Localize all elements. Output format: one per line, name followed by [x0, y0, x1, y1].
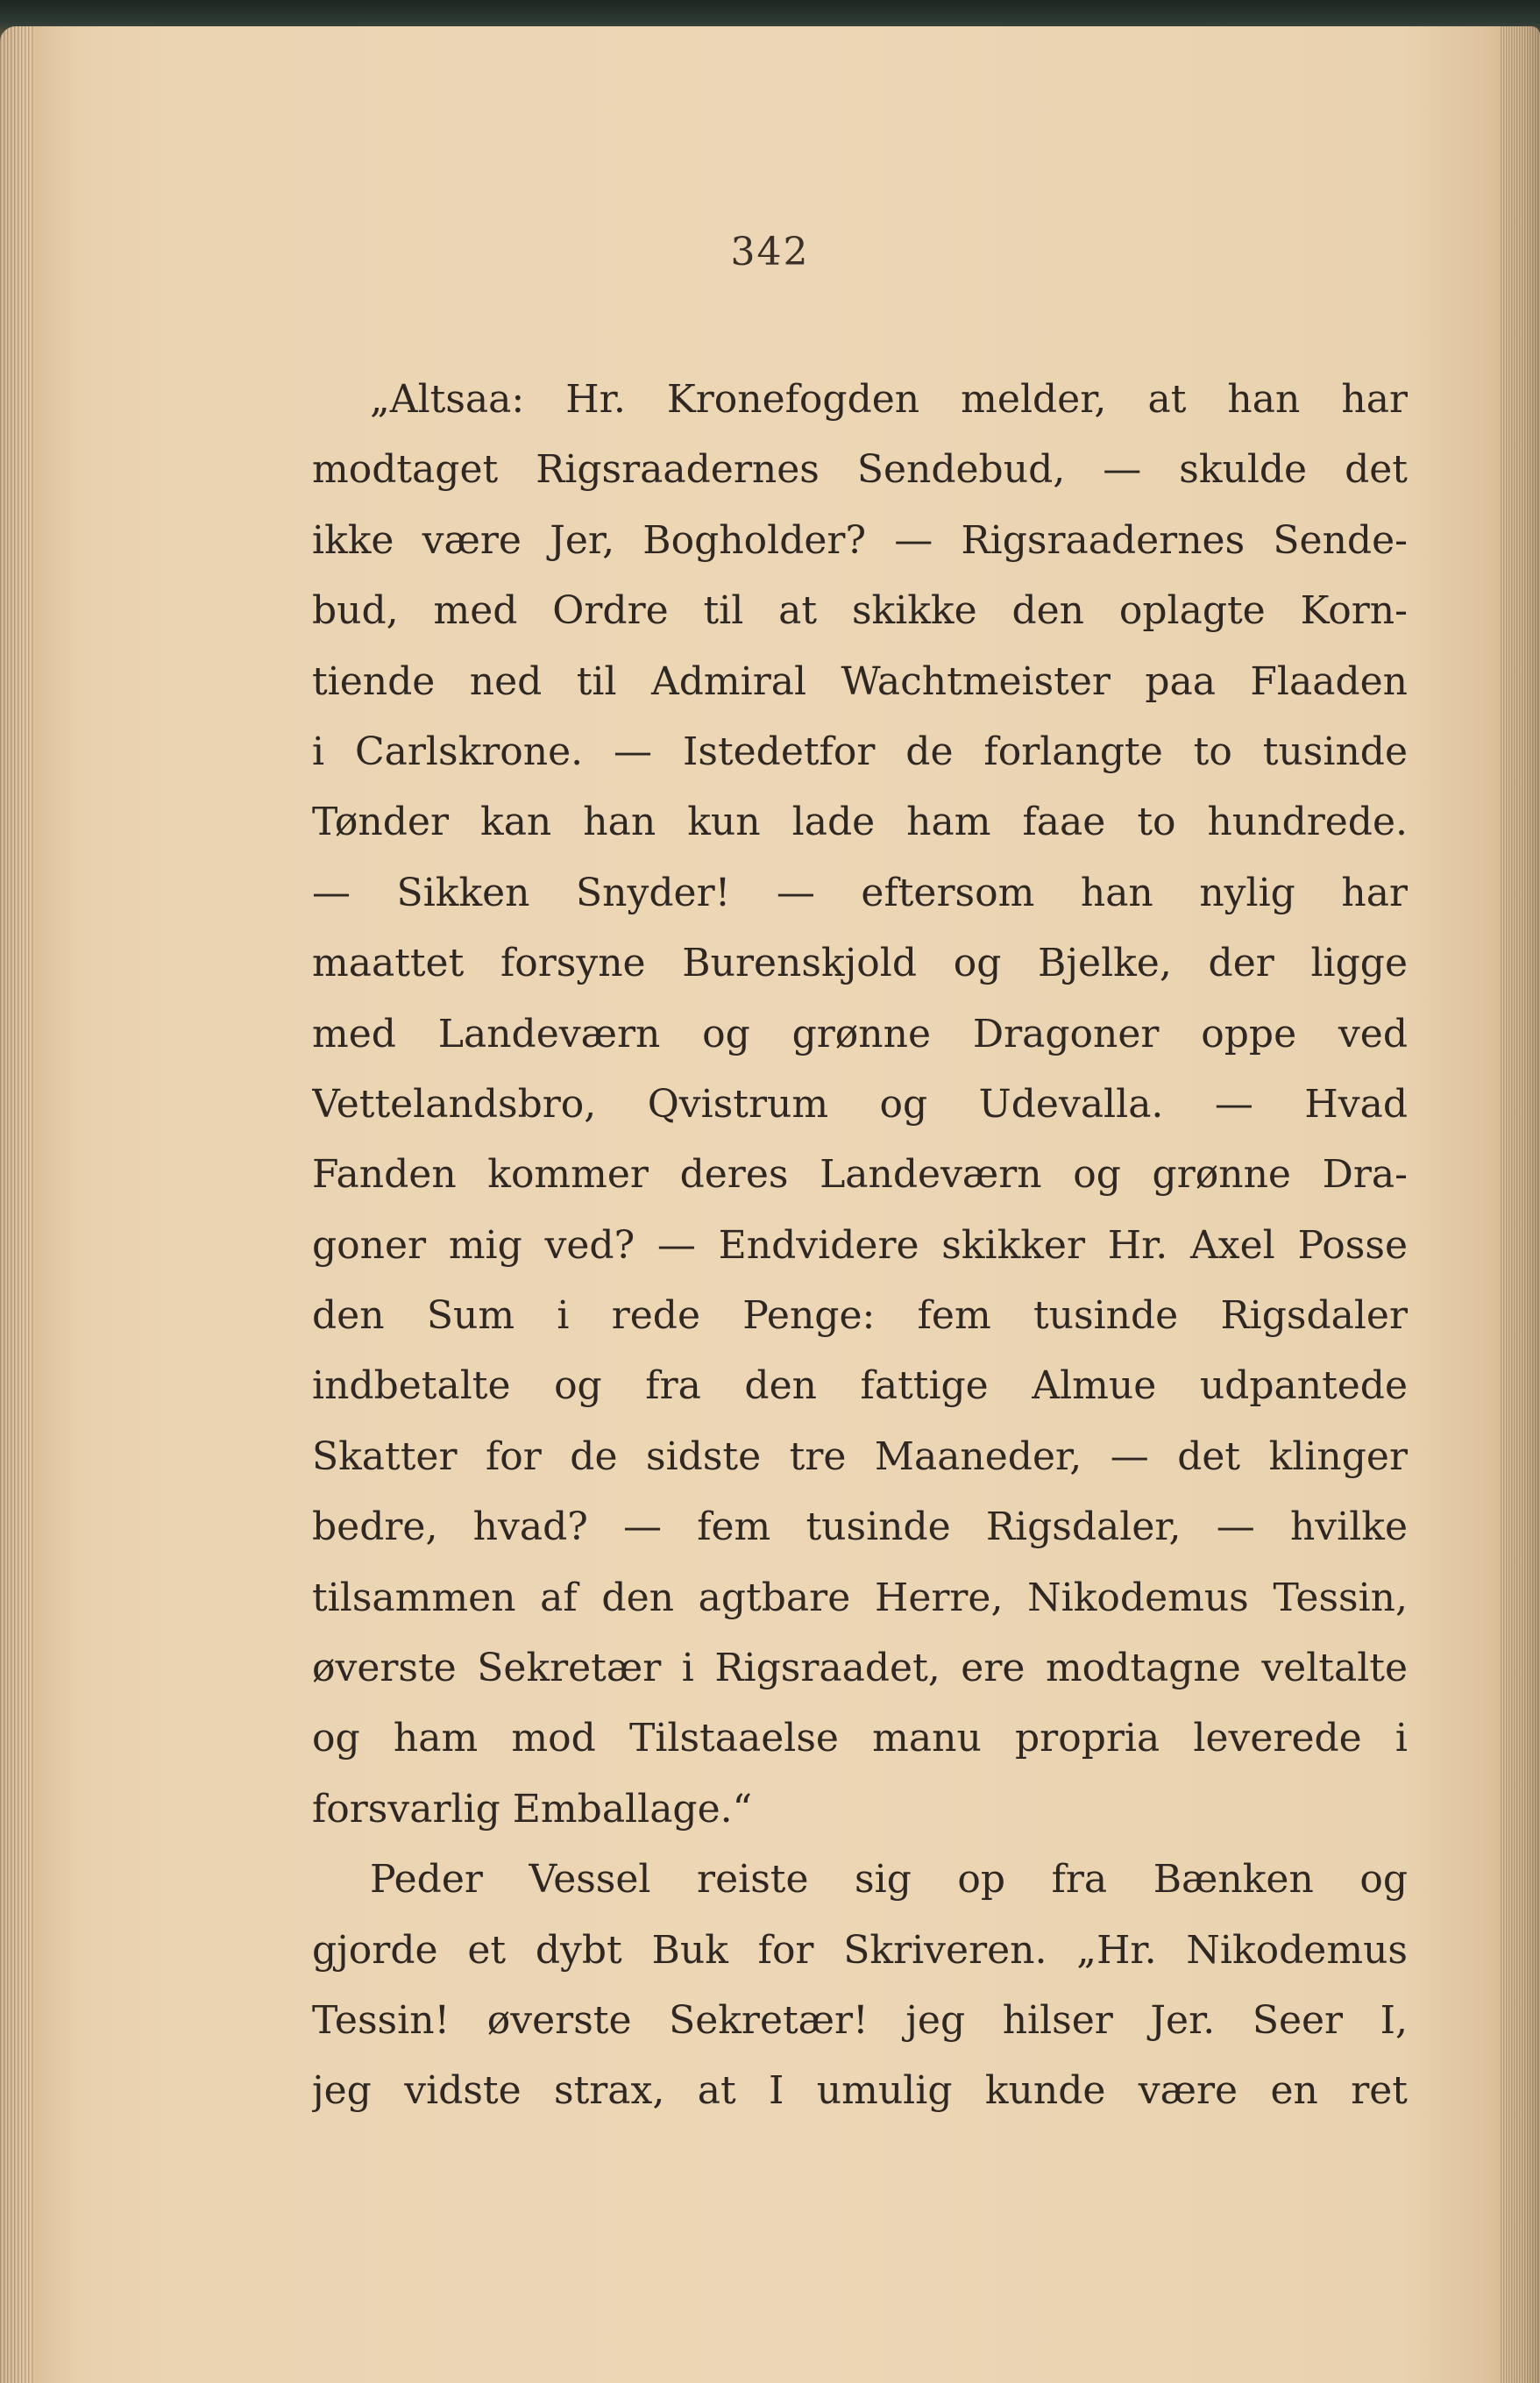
- text-line: Vettelandsbro, Qvistrum og Udevalla. — Hvad: [312, 1081, 1408, 1127]
- text-line: og ham mod Tilstaaelse manu propria leverede i: [312, 1716, 1408, 1761]
- text-line: ikke være Jer, Bogholder? — Rigsraadernes Sende-: [312, 517, 1408, 563]
- text-line: bedre, hvad? — fem tusinde Rigsdaler, — hvilke: [312, 1504, 1408, 1550]
- text-line: Fanden kommer deres Landeværn og grønne Dra-: [312, 1152, 1408, 1198]
- page-number: 342: [730, 230, 810, 274]
- text-line: Skatter for de sidste tre Maaneder, — det klinger: [312, 1433, 1408, 1479]
- text-line: øverste Sekretær i Rigsraadet, ere modtagne veltalte: [312, 1646, 1408, 1691]
- text-line: Tønder kan han kun lade ham faae to hundrede.: [312, 800, 1408, 845]
- text-line: tilsammen af den agtbare Herre, Nikodemus Tessin,: [312, 1575, 1408, 1620]
- page-stack-right-edge: [1501, 26, 1540, 2383]
- text-line: med Landeværn og grønne Dragoner oppe ved: [312, 1011, 1408, 1056]
- text-line: i Carlskrone. — Istedetfor de forlangte to tusinde: [312, 729, 1408, 774]
- text-line: tiende ned til Admiral Wachtmeister paa Flaaden: [312, 658, 1408, 704]
- text-line: Tessin! øverste Sekretær! jeg hilser Jer. Seer I,: [312, 1997, 1408, 2043]
- book-page: [0, 26, 1540, 2383]
- text-line: „Altsaa: Hr. Kronefogden melder, at han har: [370, 377, 1408, 422]
- text-line: den Sum i rede Penge: fem tusinde Rigsdaler: [312, 1293, 1408, 1339]
- body-text: [312, 365, 1408, 2127]
- text-line: — Sikken Snyder! — eftersom han nylig har: [312, 870, 1408, 915]
- text-line: Peder Vessel reiste sig op fra Bænken og: [370, 1857, 1408, 1903]
- text-line: bud, med Ordre til at skikke den oplagte Korn-: [312, 588, 1408, 634]
- text-line: goner mig ved? — Endvidere skikker Hr. Axel Posse: [312, 1222, 1408, 1268]
- text-line: gjorde et dybt Buk for Skriveren. „Hr. Nikodemus: [312, 1927, 1408, 1973]
- text-line: maattet forsyne Burenskjold og Bjelke, der ligge: [312, 941, 1408, 986]
- text-line: forsvarlig Emballage.“: [312, 1786, 753, 1832]
- text-line: indbetalte og fra den fattige Almue udpantede: [312, 1363, 1408, 1409]
- text-line: jeg vidste strax, at I umulig kunde være en ret: [312, 2068, 1408, 2114]
- page-stack-left-edge: [0, 26, 33, 2383]
- text-line: modtaget Rigsraadernes Sendebud, — skulde det: [312, 447, 1408, 493]
